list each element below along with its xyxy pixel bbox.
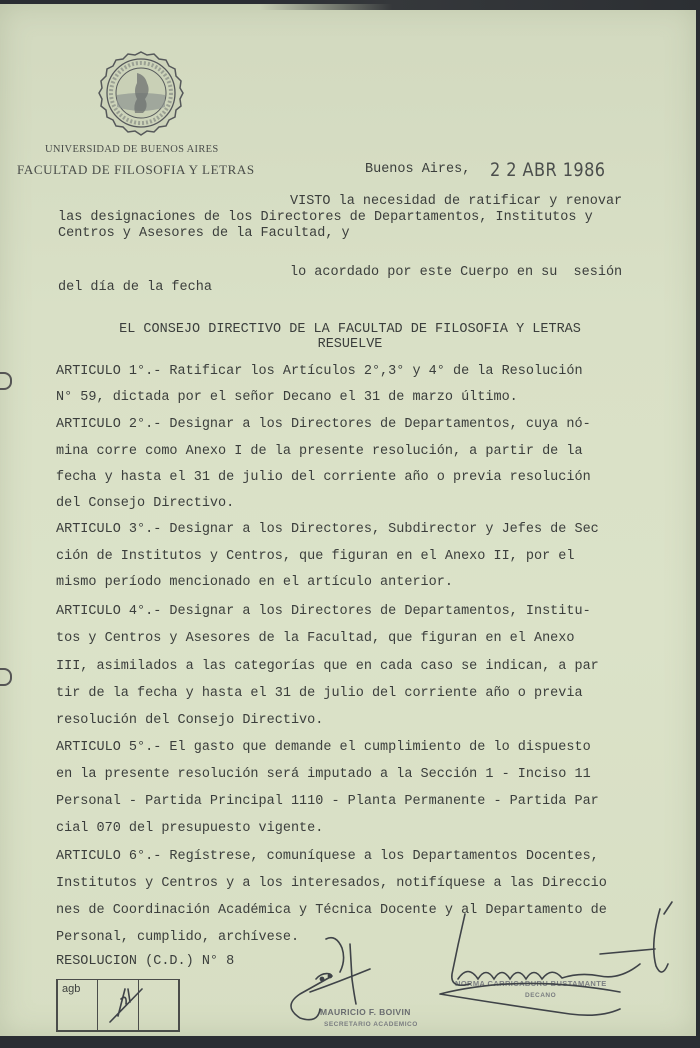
article-line: ARTICULO 2°.- Designar a los Directores de Departamentos, cuya nó- [56, 417, 591, 432]
article-line: del Consejo Directivo. [56, 496, 235, 511]
resolution-number: RESOLUCION (C.D.) N° 8 [56, 954, 235, 969]
article-line: en la presente resolución será imputado a la Sección 1 - Inciso 11 [56, 767, 591, 782]
article-line: Personal - Partida Principal 1110 - Planta Permanente - Partida Par [56, 794, 599, 809]
faculty-name: FACULTAD DE FILOSOFIA Y LETRAS [17, 162, 255, 177]
signature-title-secretary: SECRETARIO ACADEMICO [324, 1021, 418, 1028]
article-line: nes de Coordinación Académica y Técnica Docente y al Departamento de [56, 903, 607, 918]
university-seal-icon [97, 49, 185, 137]
date-stamp: 2 2 ABR 1986 [490, 159, 606, 181]
city: Buenos Aires, [365, 162, 471, 177]
article-line: ARTICULO 5°.- El gasto que demande el cumplimiento de lo dispuesto [56, 740, 591, 755]
council-heading: EL CONSEJO DIRECTIVO DE LA FACULTAD DE FILOSOFIA Y LETRAS [119, 322, 581, 337]
article-line: Institutos y Centros y a los interesados, notifíquese a las Direccio [56, 876, 607, 891]
article-line: tir de la fecha y hasta el 31 de julio del corriente año o previa [56, 686, 583, 701]
signature-title-dean: DECANO [525, 992, 557, 999]
article-line: Personal, cumplido, archívese. [56, 930, 300, 945]
scan-edge-shadow [260, 0, 700, 10]
article-line: resolución del Consejo Directivo. [56, 713, 324, 728]
article-line: ARTICULO 3°.- Designar a los Directores, Subdirector y Jefes de Sec [56, 522, 599, 537]
visto-line-3: Centros y Asesores de la Facultad, y [58, 226, 350, 241]
punch-hole-icon [0, 668, 12, 686]
article-line: ción de Institutos y Centros, que figuran en el Anexo II, por el [56, 549, 575, 564]
article-line: cial 070 del presupuesto vigente. [56, 821, 324, 836]
punch-hole-icon [0, 372, 12, 390]
article-line: ARTICULO 4°.- Designar a los Directores de Departamentos, Institu- [56, 604, 591, 619]
initials-box [56, 979, 180, 1032]
acordado-line-1: lo acordado por este Cuerpo en su sesión [290, 265, 623, 280]
acordado-line-2: del día de la fecha [58, 280, 212, 295]
article-line: mismo período mencionado en el artículo anterior. [56, 575, 453, 590]
article-line: ARTICULO 6°.- Regístrese, comuníquese a los Departamentos Docentes, [56, 849, 599, 864]
initials-cell [98, 980, 138, 1030]
article-line: mina corre como Anexo I de la presente resolución, a partir de la [56, 444, 583, 459]
signature-name-secretary: MAURICIO F. BOIVIN [320, 1007, 411, 1017]
initials-cell [58, 980, 98, 1030]
resuelve-heading: RESUELVE [317, 337, 383, 352]
document-page [0, 4, 696, 1036]
article-line: III, asimilados a las categorías que en cada caso se indican, a par [56, 659, 599, 674]
article-line: fecha y hasta el 31 de julio del corriente año o previa resolución [56, 470, 591, 485]
university-name: UNIVERSIDAD DE BUENOS AIRES [45, 144, 219, 155]
article-line: ARTICULO 1°.- Ratificar los Artículos 2°,3° y 4° de la Resolución [56, 364, 583, 379]
visto-line-2: las designaciones de los Directores de Departamentos, Institutos y [58, 210, 593, 225]
initials-text: agb [62, 983, 81, 995]
signature-name-dean: NORMA CARRICABURU BUSTAMANTE [455, 979, 607, 988]
article-line: tos y Centros y Asesores de la Facultad, que figuran en el Anexo [56, 631, 575, 646]
initials-cell [139, 980, 178, 1030]
article-line: N° 59, dictada por el señor Decano el 31 de marzo último. [56, 390, 518, 405]
visto-line-1: VISTO la necesidad de ratificar y renovar [290, 194, 623, 209]
